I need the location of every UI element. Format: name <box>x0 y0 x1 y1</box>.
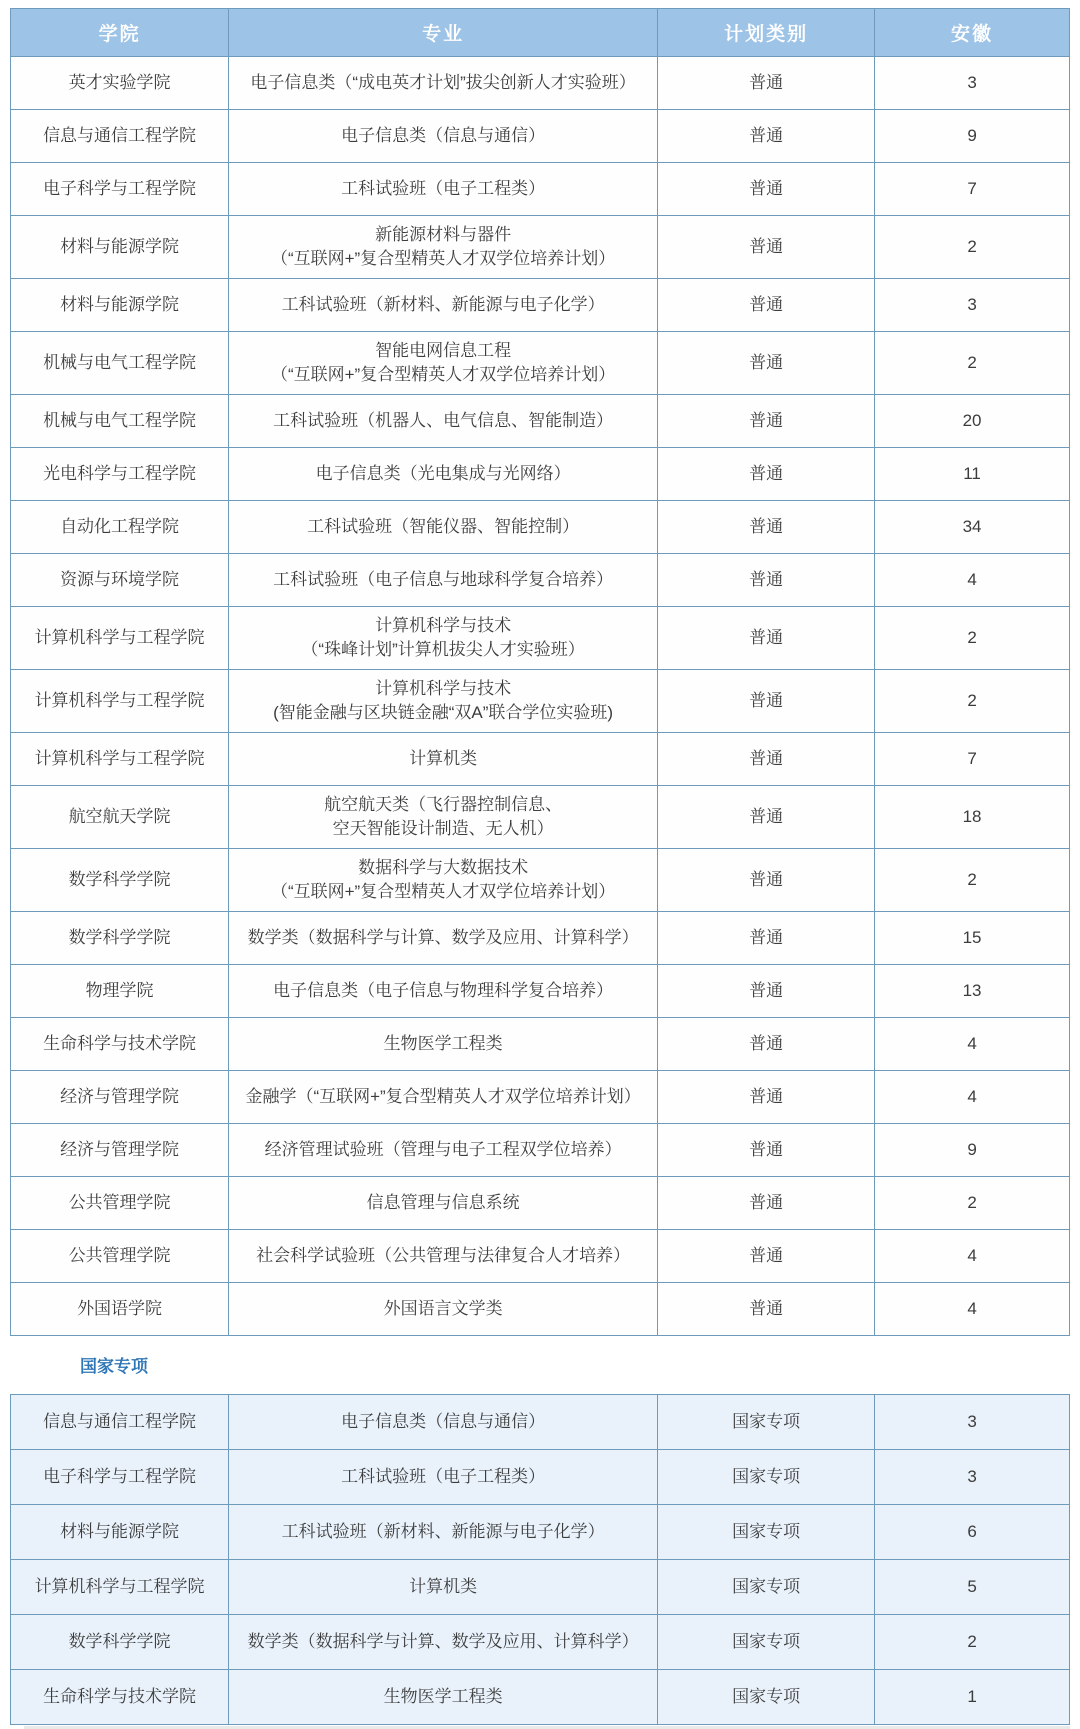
category-cell: 普通 <box>658 110 875 163</box>
table-row <box>11 1230 1070 1283</box>
table-row <box>11 1670 1070 1725</box>
count-cell: 3 <box>875 1450 1070 1505</box>
header-plan-category: 计划类别 <box>658 9 875 57</box>
count-cell: 4 <box>875 1071 1070 1124</box>
major-cell <box>229 1450 658 1505</box>
major-line: 新能源材料与器件 <box>375 224 512 244</box>
table-row <box>11 786 1070 849</box>
table-row <box>11 965 1070 1018</box>
table-row <box>11 332 1070 395</box>
major-cell <box>229 1615 658 1670</box>
major-line: 工科试验班（智能仪器、智能控制） <box>307 516 580 536</box>
major-cell <box>229 110 658 163</box>
count-cell: 2 <box>875 1615 1070 1670</box>
category-cell: 普通 <box>658 448 875 501</box>
count-cell: 3 <box>875 1395 1070 1450</box>
table-row <box>11 733 1070 786</box>
major-line: 工科试验班（新材料、新能源与电子化学） <box>281 294 605 314</box>
count-cell: 3 <box>875 279 1070 332</box>
count-cell: 2 <box>875 216 1070 279</box>
category-cell: 普通 <box>658 965 875 1018</box>
major-line: 电子信息类（电子信息与物理科学复合培养） <box>273 980 614 1000</box>
major-cell <box>229 57 658 110</box>
count-cell: 2 <box>875 607 1070 670</box>
category-cell: 普通 <box>658 670 875 733</box>
college-cell: 公共管理学院 <box>11 1230 229 1283</box>
major-line: 工科试验班（机器人、电气信息、智能制造） <box>273 410 614 430</box>
category-cell: 普通 <box>658 57 875 110</box>
count-cell: 2 <box>875 670 1070 733</box>
major-cell <box>229 965 658 1018</box>
table-row <box>11 1505 1070 1560</box>
major-line: 智能电网信息工程 <box>375 340 512 360</box>
header-major: 专业 <box>229 9 658 57</box>
table-row <box>11 1018 1070 1071</box>
count-cell: 18 <box>875 786 1070 849</box>
category-cell: 普通 <box>658 1071 875 1124</box>
major-line: 计算机类 <box>409 748 478 768</box>
major-cell <box>229 1283 658 1336</box>
category-cell: 普通 <box>658 279 875 332</box>
major-line: 数学类（数据科学与计算、数学及应用、计算科学） <box>247 1631 639 1651</box>
category-cell: 普通 <box>658 849 875 912</box>
major-cell <box>229 501 658 554</box>
table-row <box>11 163 1070 216</box>
major-line: 经济管理试验班（管理与电子工程双学位培养） <box>264 1139 622 1159</box>
category-cell: 国家专项 <box>658 1615 875 1670</box>
college-cell: 经济与管理学院 <box>11 1071 229 1124</box>
regular-plan-rows <box>11 57 1070 1336</box>
college-cell: 英才实验学院 <box>11 57 229 110</box>
count-cell: 1 <box>875 1670 1070 1725</box>
table-row <box>11 554 1070 607</box>
count-cell: 2 <box>875 1177 1070 1230</box>
table-row <box>11 395 1070 448</box>
table-row <box>11 279 1070 332</box>
category-cell: 国家专项 <box>658 1450 875 1505</box>
major-cell <box>229 912 658 965</box>
college-cell: 计算机科学与工程学院 <box>11 1560 229 1615</box>
table-row <box>11 1177 1070 1230</box>
table-header-row <box>11 9 1070 57</box>
college-cell: 物理学院 <box>11 965 229 1018</box>
major-cell <box>229 1018 658 1071</box>
count-cell: 13 <box>875 965 1070 1018</box>
table-row <box>11 1615 1070 1670</box>
count-cell: 34 <box>875 501 1070 554</box>
college-cell: 材料与能源学院 <box>11 216 229 279</box>
major-line: 数学类（数据科学与计算、数学及应用、计算科学） <box>247 927 639 947</box>
category-cell: 普通 <box>658 607 875 670</box>
count-cell: 7 <box>875 163 1070 216</box>
count-cell: 4 <box>875 1018 1070 1071</box>
count-cell: 3 <box>875 57 1070 110</box>
category-cell: 普通 <box>658 332 875 395</box>
major-line: 生物医学工程类 <box>383 1686 503 1706</box>
count-cell: 9 <box>875 110 1070 163</box>
major-cell <box>229 448 658 501</box>
table-row <box>11 670 1070 733</box>
major-line: 金融学（“互联网+”复合型精英人才双学位培养计划） <box>245 1086 641 1106</box>
major-line: （“互联网+”复合型精英人才双学位培养计划） <box>270 882 616 901</box>
major-cell <box>229 1505 658 1560</box>
count-cell: 9 <box>875 1124 1070 1177</box>
count-cell: 2 <box>875 849 1070 912</box>
college-cell: 自动化工程学院 <box>11 501 229 554</box>
college-cell: 公共管理学院 <box>11 1177 229 1230</box>
college-cell: 材料与能源学院 <box>11 279 229 332</box>
college-cell: 数学科学学院 <box>11 912 229 965</box>
major-cell <box>229 670 658 733</box>
college-cell: 数学科学学院 <box>11 1615 229 1670</box>
major-line: （“互联网+”复合型精英人才双学位培养计划） <box>270 249 616 268</box>
major-cell <box>229 1560 658 1615</box>
major-cell <box>229 1230 658 1283</box>
admission-plan-table-national-special <box>10 1394 1070 1725</box>
count-cell: 4 <box>875 554 1070 607</box>
major-line: 数据科学与大数据技术 <box>358 857 529 877</box>
college-cell: 资源与环境学院 <box>11 554 229 607</box>
major-line: 计算机科学与技术 <box>375 678 512 698</box>
major-line: 生物医学工程类 <box>383 1033 503 1053</box>
count-cell: 6 <box>875 1505 1070 1560</box>
major-cell <box>229 1670 658 1725</box>
table-row <box>11 448 1070 501</box>
major-cell <box>229 786 658 849</box>
college-cell: 外国语学院 <box>11 1283 229 1336</box>
category-cell: 普通 <box>658 1283 875 1336</box>
college-cell: 计算机科学与工程学院 <box>11 670 229 733</box>
major-line: （“互联网+”复合型精英人才双学位培养计划） <box>270 365 616 384</box>
college-cell: 电子科学与工程学院 <box>11 163 229 216</box>
major-line: 计算机科学与技术 <box>375 615 512 635</box>
major-line: 工科试验班（新材料、新能源与电子化学） <box>281 1521 605 1541</box>
major-line: 电子信息类（“成电英才计划”拔尖创新人才实验班） <box>250 72 636 92</box>
major-cell <box>229 1124 658 1177</box>
table-row <box>11 216 1070 279</box>
major-line: 空天智能设计制造、无人机） <box>332 819 554 838</box>
major-line: 计算机类 <box>409 1576 478 1596</box>
national-special-plan-rows <box>11 1395 1070 1725</box>
college-cell: 数学科学学院 <box>11 849 229 912</box>
table-row <box>11 912 1070 965</box>
header-college: 学院 <box>11 9 229 57</box>
major-line: 外国语言文学类 <box>383 1298 503 1318</box>
major-cell <box>229 554 658 607</box>
major-line: 电子信息类（信息与通信） <box>341 125 546 145</box>
category-cell: 普通 <box>658 1177 875 1230</box>
major-cell <box>229 1395 658 1450</box>
major-cell <box>229 607 658 670</box>
table-row <box>11 849 1070 912</box>
college-cell: 计算机科学与工程学院 <box>11 733 229 786</box>
admission-plan-table-regular <box>10 8 1070 1336</box>
count-cell: 4 <box>875 1230 1070 1283</box>
table-row <box>11 501 1070 554</box>
category-cell: 普通 <box>658 163 875 216</box>
category-cell: 普通 <box>658 1230 875 1283</box>
category-cell: 普通 <box>658 1124 875 1177</box>
major-cell <box>229 849 658 912</box>
major-line: 电子信息类（信息与通信） <box>341 1411 546 1431</box>
college-cell: 计算机科学与工程学院 <box>11 607 229 670</box>
count-cell: 11 <box>875 448 1070 501</box>
college-cell: 机械与电气工程学院 <box>11 395 229 448</box>
major-cell <box>229 1071 658 1124</box>
major-line: 信息管理与信息系统 <box>366 1192 520 1212</box>
section-label-national-special: 国家专项 <box>80 1357 148 1376</box>
major-cell <box>229 216 658 279</box>
category-cell: 普通 <box>658 554 875 607</box>
major-line: 工科试验班（电子工程类） <box>341 1466 546 1486</box>
major-line: 电子信息类（光电集成与光网络） <box>315 463 571 483</box>
major-line: 工科试验班（电子信息与地球科学复合培养） <box>273 569 614 589</box>
major-line: (智能金融与区块链金融“双A”联合学位实验班) <box>273 703 614 722</box>
college-cell: 生命科学与技术学院 <box>11 1018 229 1071</box>
category-cell: 国家专项 <box>658 1560 875 1615</box>
college-cell: 经济与管理学院 <box>11 1124 229 1177</box>
major-cell <box>229 279 658 332</box>
count-cell: 2 <box>875 332 1070 395</box>
college-cell: 电子科学与工程学院 <box>11 1450 229 1505</box>
table-row <box>11 1395 1070 1450</box>
category-cell: 普通 <box>658 912 875 965</box>
count-cell: 15 <box>875 912 1070 965</box>
table-row <box>11 1124 1070 1177</box>
count-cell: 4 <box>875 1283 1070 1336</box>
header-province-anhui: 安徽 <box>875 9 1070 57</box>
count-cell: 5 <box>875 1560 1070 1615</box>
category-cell: 普通 <box>658 1018 875 1071</box>
major-line: 工科试验班（电子工程类） <box>341 178 546 198</box>
major-line: 社会科学试验班（公共管理与法律复合人才培养） <box>256 1245 631 1265</box>
table-row <box>11 1071 1070 1124</box>
college-cell: 信息与通信工程学院 <box>11 1395 229 1450</box>
category-cell: 普通 <box>658 786 875 849</box>
major-line: （“珠峰计划”计算机拔尖人才实验班） <box>301 640 585 659</box>
count-cell: 20 <box>875 395 1070 448</box>
table-row <box>11 110 1070 163</box>
major-cell <box>229 1177 658 1230</box>
category-cell: 国家专项 <box>658 1670 875 1725</box>
category-cell: 国家专项 <box>658 1395 875 1450</box>
college-cell: 机械与电气工程学院 <box>11 332 229 395</box>
college-cell: 材料与能源学院 <box>11 1505 229 1560</box>
table-row <box>11 57 1070 110</box>
category-cell: 普通 <box>658 501 875 554</box>
major-cell <box>229 733 658 786</box>
college-cell: 航空航天学院 <box>11 786 229 849</box>
table-row <box>11 1450 1070 1505</box>
college-cell: 信息与通信工程学院 <box>11 110 229 163</box>
category-cell: 普通 <box>658 216 875 279</box>
category-cell: 普通 <box>658 733 875 786</box>
major-cell <box>229 163 658 216</box>
college-cell: 生命科学与技术学院 <box>11 1670 229 1725</box>
count-cell: 7 <box>875 733 1070 786</box>
major-cell <box>229 332 658 395</box>
table-row <box>11 1283 1070 1336</box>
category-cell: 国家专项 <box>658 1505 875 1560</box>
major-cell <box>229 395 658 448</box>
major-line: 航空航天类（飞行器控制信息、 <box>324 794 563 814</box>
table-row <box>11 1560 1070 1615</box>
category-cell: 普通 <box>658 395 875 448</box>
table-row <box>11 607 1070 670</box>
college-cell: 光电科学与工程学院 <box>11 448 229 501</box>
